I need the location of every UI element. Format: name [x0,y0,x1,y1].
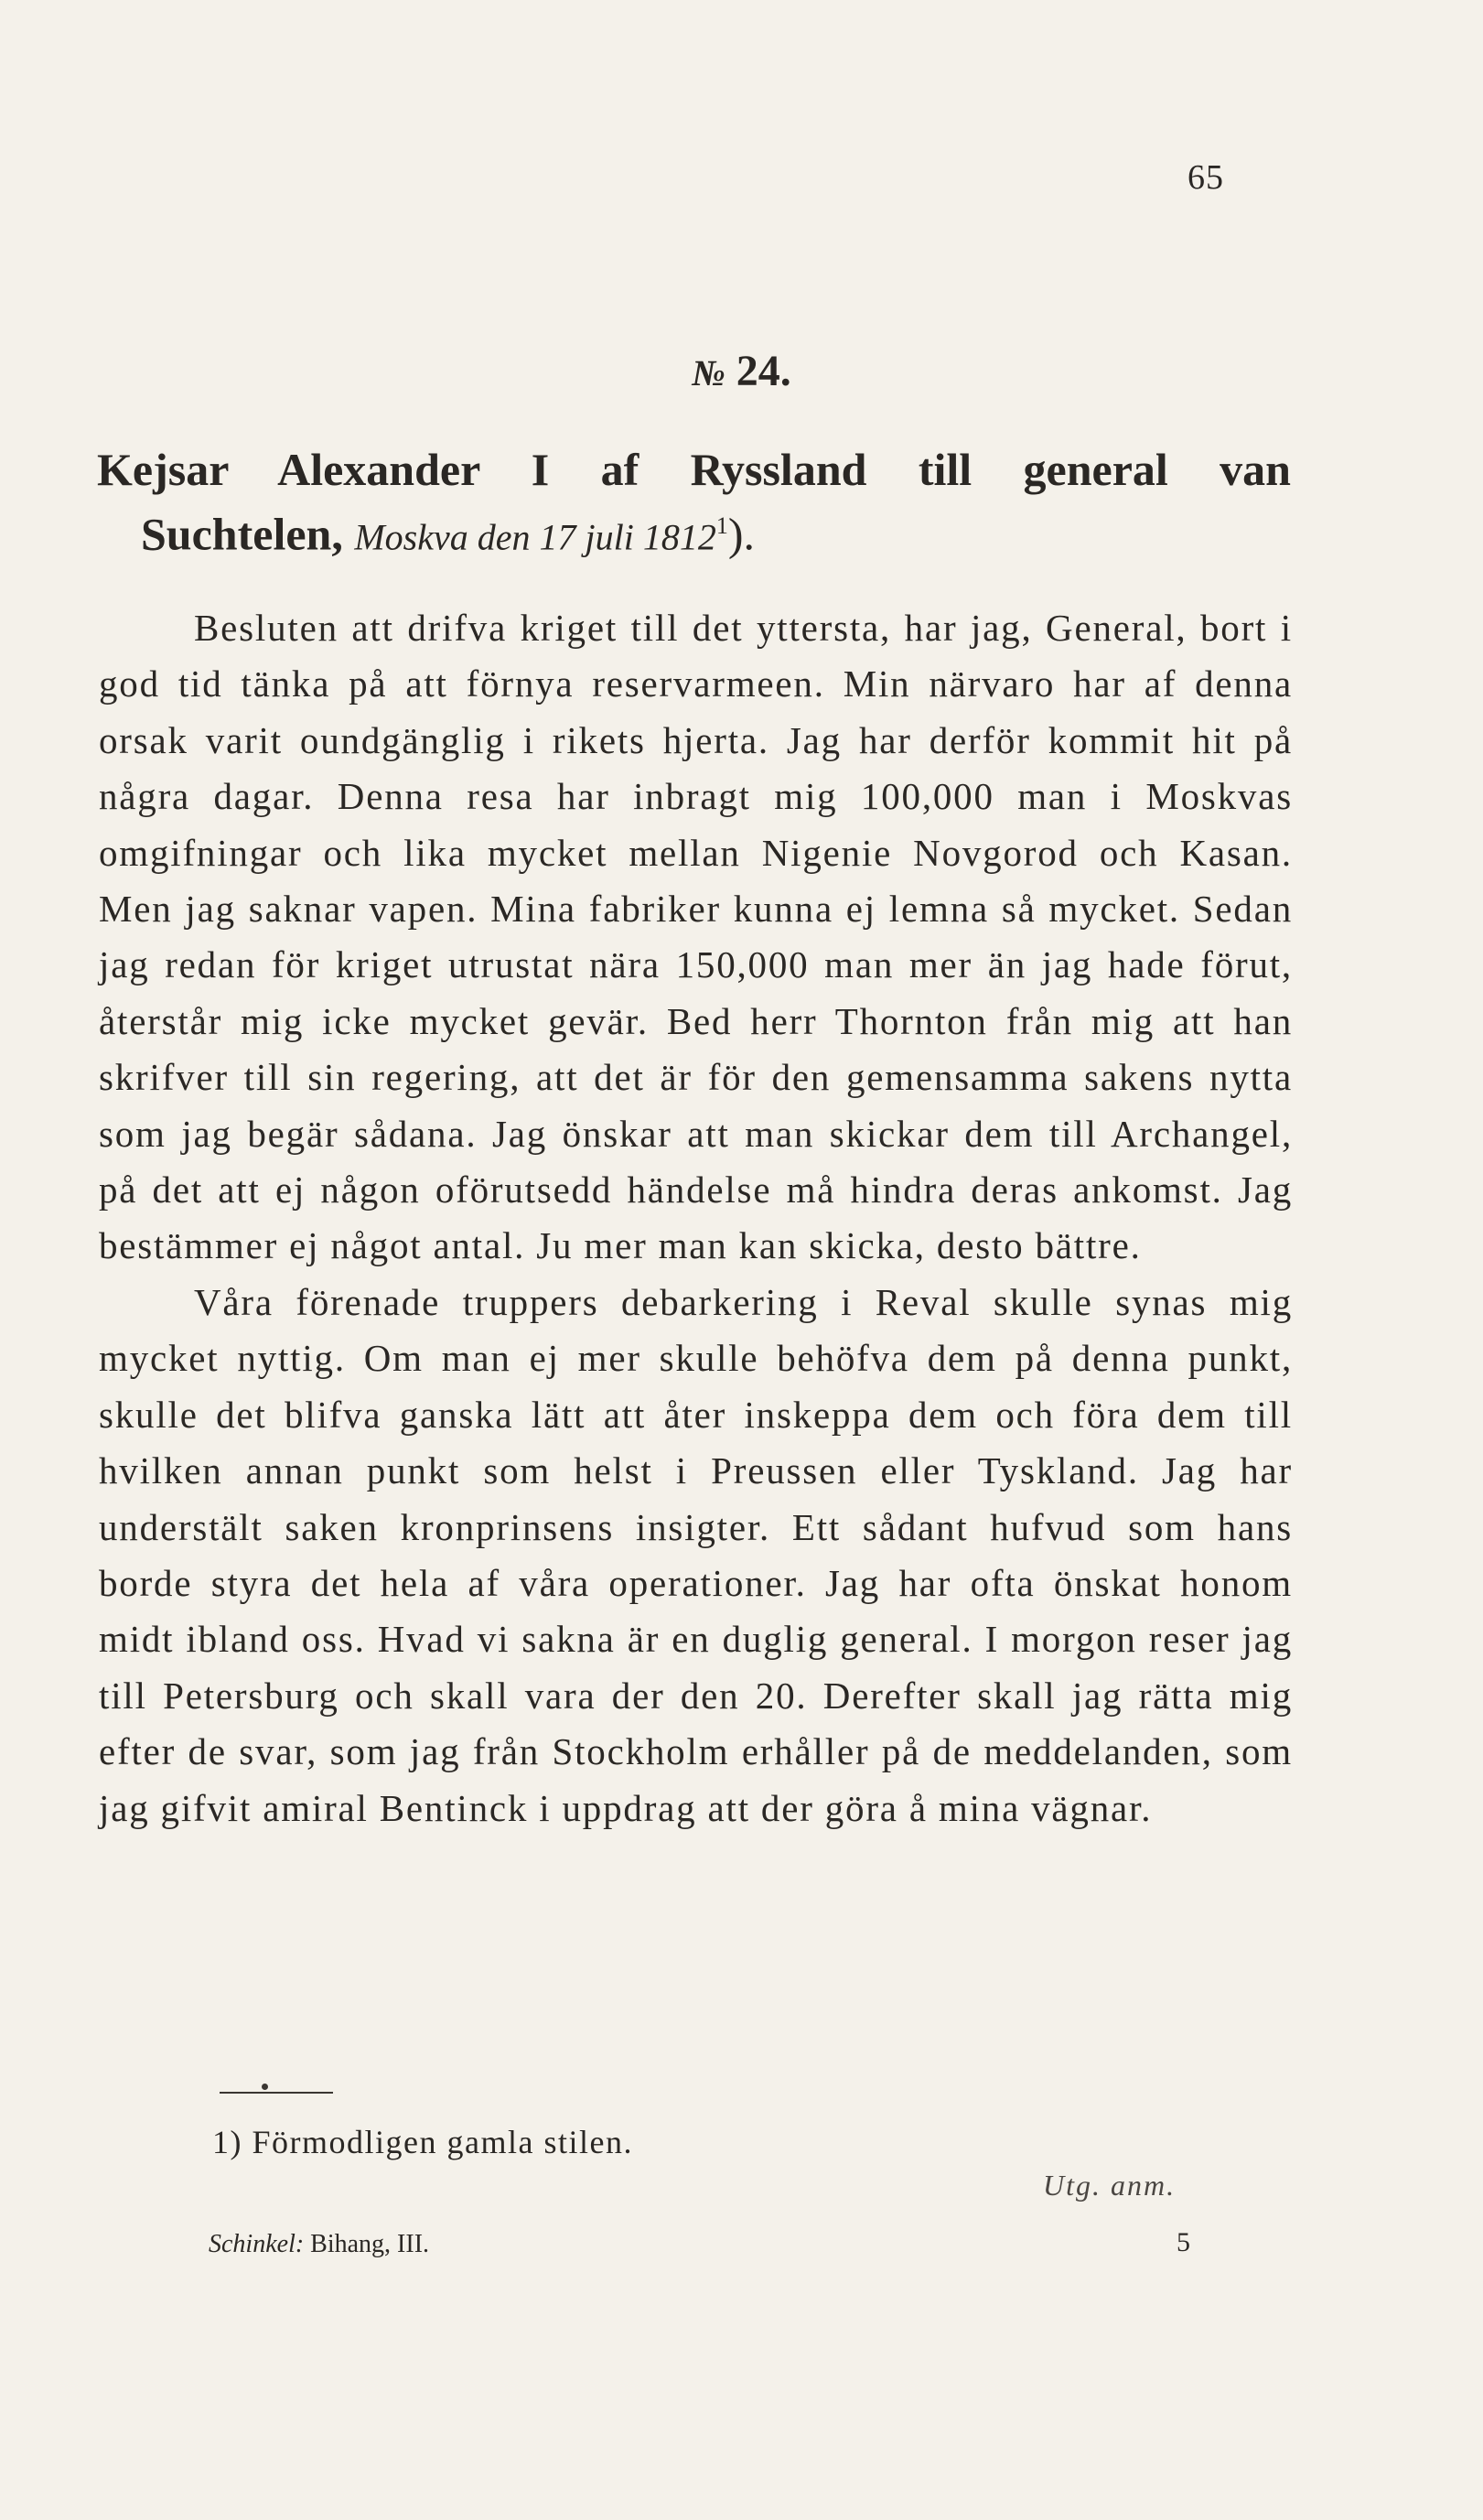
number-sign: № [692,352,725,393]
paragraph: Besluten att drifva kriget till det yttersta, har jag, General, bort i god tid tänka på att förnya reservarmeen. Min närvaro har af denna orsak varit oundgänglig i rikets hjerta. Jag har derför kommit hit på några dagar. Denna resa har inbragt mig 100,000 man i Moskvas omgifningar och lika mycket mellan Nigenie Novgorod och Kasan. Men jag saknar vapen. Mina fabriker kunna ej lemna så mycket. Sedan jag redan för kriget utrustat nära 150,000 man mer än jag hade förut, återstår mig icke mycket gevär. Bed herr Thornton från mig att han skrifver till sin regering, att det är för den gemensamma sakens nytta som jag begär sådana. Jag önskar att man skickar dem till Archangel, på det att ej någon oförutsedd händelse må hindra deras ankomst. Jag bestämmer ej något antal. Ju mer man kan skicka, desto bättre. [99,607,1293,1267]
signature-author: Schinkel: [209,2230,305,2258]
paragraph: Våra förenade truppers debarkering i Reval skulle synas mig mycket nyttig. Om man ej mer skulle behöfva dem på denna punkt, skulle det blifva ganska lätt att åter inskeppa dem och föra dem till hvilken annan punkt som helst i Preussen eller Tyskland. Jag har understält saken kronprinsens insigter. Ett sådant hufvud som hans borde styra det hela af våra operationer. Jag har ofta önskat honom midt ibland oss. Hvad vi sakna är en duglig general. I morgon reser jag till Petersburg och skall vara der den 20. Derefter skall jag rätta mig efter de svar, som jag från Stockholm erhåller på de meddelanden, som jag gifvit amiral Bentinck i uppdrag att der göra å mina vägnar. [99,1280,1293,1829]
footnote-marker: 1 [715,512,728,539]
recipient-name: Suchtelen, [141,508,343,560]
footnote: 1) Förmodligen gamla stilen. [212,2124,633,2160]
heading-line-2 [97,498,1291,566]
divider-dot [262,2084,268,2090]
editor-note: Utg. anm. [1043,2169,1177,2202]
sheet-signature [209,2230,429,2259]
letter-heading [97,441,1291,566]
footnote-divider [220,2092,333,2094]
heading-closing: ). [727,508,756,560]
letter-body [99,600,1293,1836]
signature-work: Bihang, III. [310,2230,430,2258]
page-number: 65 [1187,158,1224,197]
document-number-value: 24. [736,347,791,395]
place-and-date: Moskva den 17 juli 1812 [354,516,716,558]
heading-line-1: Kejsar Alexander I af Ryssland till general van [97,444,1291,495]
sheet-number: 5 [1177,2227,1190,2257]
document-number [0,346,1483,396]
